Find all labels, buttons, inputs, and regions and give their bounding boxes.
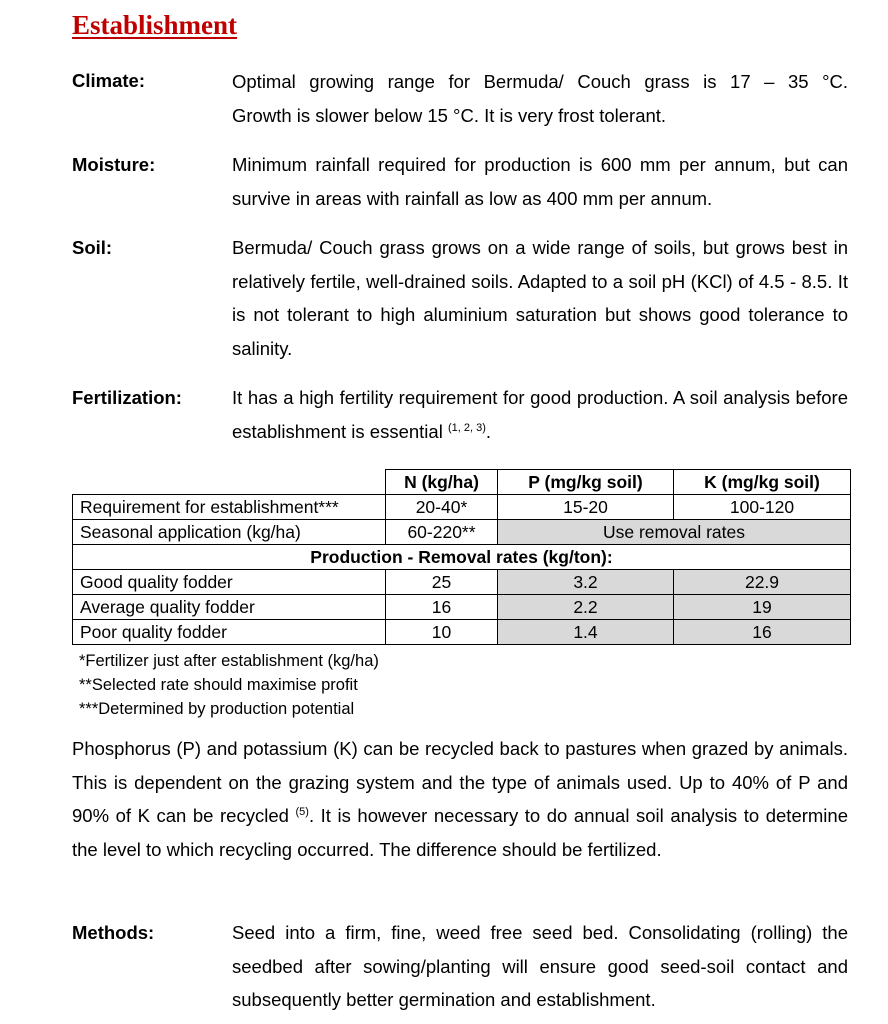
cell-n: 25 [386,570,498,595]
table-row [73,495,851,520]
fertilization-reference: (1, 2, 3) [447,421,486,434]
header-p: P (mg/kg soil) [498,470,674,495]
cell-k: 22.9 [674,570,851,595]
production-header-row [73,545,851,570]
moisture-label: Moisture: [72,154,156,175]
table-header-row [73,470,851,495]
row-label: Requirement for establishment*** [73,495,386,520]
fertilization-label: Fertilization: [72,387,182,408]
cell-p: 1.4 [498,620,674,645]
cell-n: 10 [386,620,498,645]
table-row [73,595,851,620]
row-label: Poor quality fodder [73,620,386,645]
cell-k: 19 [674,595,851,620]
soil-text: Bermuda/ Couch grass grows on a wide range of soils, but grows best in relatively fertile, well-drained soils. Adapted to a soil pH (KCl) of 4.5 - 8.5. It is not tolerant to high aluminium saturation but shows good tolerance to salinity. [232,237,848,359]
recycling-reference: (5) [295,806,309,818]
fertilization-end: . [485,420,491,442]
soil-label: Soil: [72,237,113,258]
cell-pk: Use removal rates [498,520,851,545]
recycling-text-end: . It is however necessary to do annual soil analysis to determine the level to which recycling occurred. The difference should be fertilized. [72,805,848,860]
cell-p: 3.2 [498,570,674,595]
page-title: Establishment [72,10,238,40]
fertilization-body: It has a high fertility requirement for good production. A soil analysis before establishment is essential [232,387,848,442]
note-1: *Fertilizer just after establishment (kg/ha) [79,652,379,670]
moisture-text: Minimum rainfall required for production is 600 mm per annum, but can survive in areas with rainfall as low as 400 mm per annum. [232,154,848,209]
cell-n: 60-220** [386,520,498,545]
recycling-paragraph [72,732,848,866]
climate-text [232,65,848,132]
cell-k: 100-120 [674,495,851,520]
climate-line-1: Optimal growing range for Bermuda/ Couch grass is 17 – 35 °C. [232,71,848,92]
production-header: Production - Removal rates (kg/ton): [73,545,851,570]
cell-p: 15-20 [498,495,674,520]
cell-k: 16 [674,620,851,645]
row-label: Seasonal application (kg/ha) [73,520,386,545]
table-notes [79,649,379,721]
recycling-text: Phosphorus (P) and potassium (K) can be recycled back to pastures when grazed by animals. This is dependent on the grazing system and the type of animals used. Up to 40% of P and 90% of K can be recycled [72,738,848,826]
climate-line-2: Growth is slower below 15 °C. It is very frost tolerant. [232,104,667,126]
note-3: ***Determined by production potential [79,700,355,718]
methods-label: Methods: [72,922,155,943]
fertilization-text [232,381,848,448]
table-corner [73,470,386,495]
table-row [73,570,851,595]
methods-text: Seed into a firm, fine, weed free seed bed. Consolidating (rolling) the seedbed after sowing/planting will ensure good seed-soil contact and subsequently better germination and establishment. [232,922,848,1010]
note-2: **Selected rate should maximise profit [79,676,358,694]
table-row [73,620,851,645]
header-n: N (kg/ha) [386,470,498,495]
fertilizer-table [72,469,851,645]
row-label: Good quality fodder [73,570,386,595]
row-label: Average quality fodder [73,595,386,620]
cell-n: 20-40* [386,495,498,520]
table-row [73,520,851,545]
climate-label: Climate: [72,70,145,91]
cell-n: 16 [386,595,498,620]
cell-p: 2.2 [498,595,674,620]
header-k: K (mg/kg soil) [674,470,851,495]
